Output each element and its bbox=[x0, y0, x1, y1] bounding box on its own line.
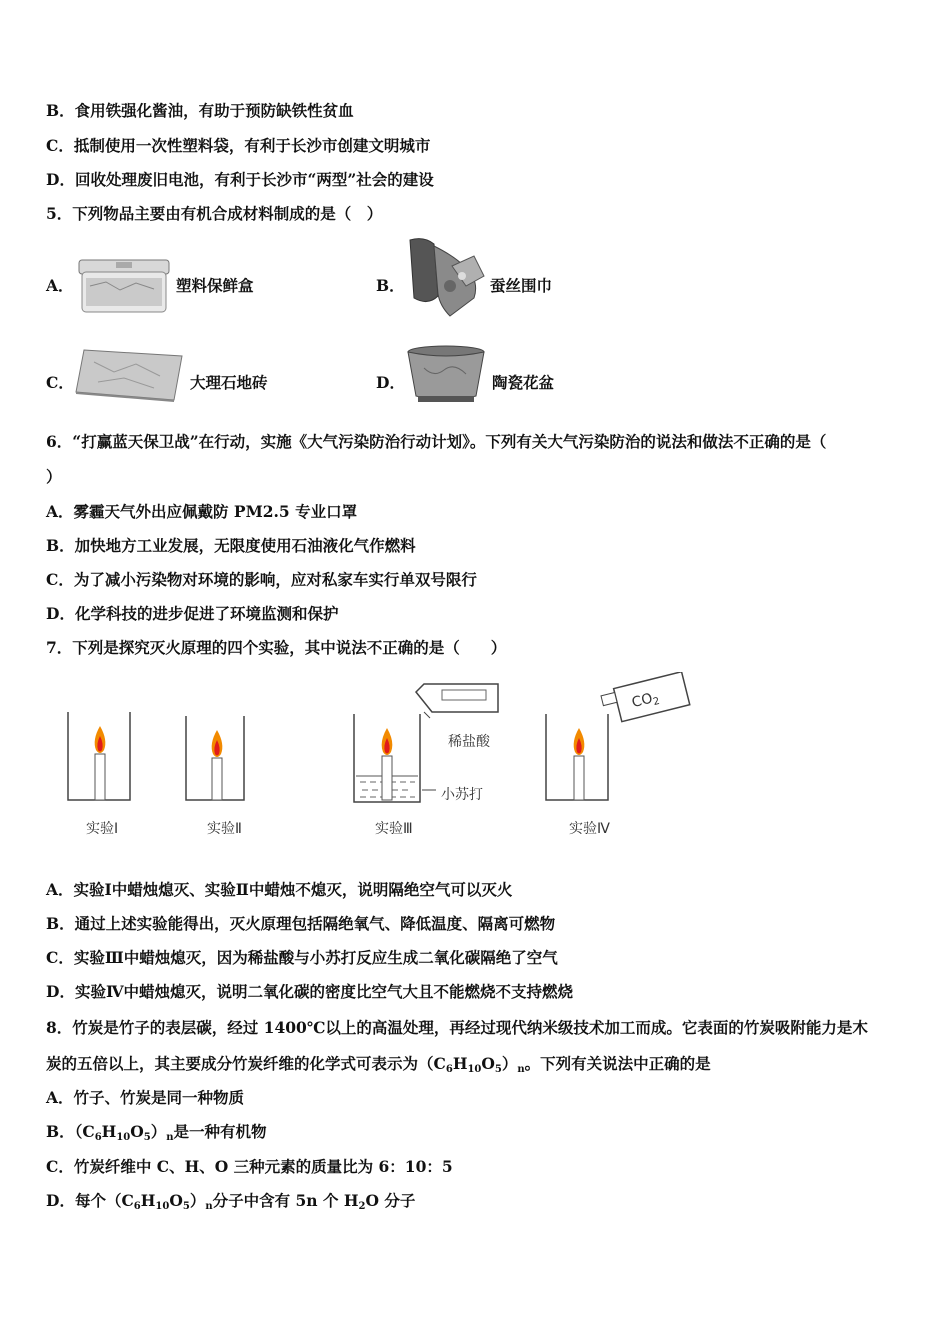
experiment-3-label: 实验Ⅲ bbox=[375, 821, 413, 837]
beaker-1 bbox=[68, 712, 130, 800]
q5-option-b-label: B． bbox=[376, 276, 405, 295]
q4-option-c: C．抵制使用一次性塑料袋，有利于长沙市创建文明城市 bbox=[46, 136, 431, 155]
q7-stem: 7．下列是探究灭火原理的四个实验，其中说法不正确的是（ ） bbox=[46, 638, 507, 657]
baking-soda-label: 小苏打 bbox=[441, 787, 483, 803]
co2-label: $CO_2$ bbox=[630, 690, 661, 712]
q8-stem-line1: 8．竹炭是竹子的表层碳，经过 1400℃以上的高温处理，再经过现代纳米级技术加工而成。它表面的竹炭吸附能力是木 bbox=[46, 1018, 868, 1037]
q5-stem: 5．下列物品主要由有机合成材料制成的是（ ） bbox=[46, 204, 383, 223]
q6-option-a: A．雾霾天气外出应佩戴防 PM2.5 专业口罩 bbox=[46, 502, 358, 521]
q5-option-b-caption: 蚕丝围巾 bbox=[490, 276, 553, 295]
marble-tile-image bbox=[74, 348, 186, 406]
dilute-hcl-label: 稀盐酸 bbox=[448, 734, 490, 750]
q6-stem-line2: ） bbox=[46, 467, 62, 486]
q8-option-d: D．每个$(C_6H_{10}O_5)_n$分子中含有 5n 个 $H_2O$ 分子 bbox=[46, 1191, 416, 1212]
q7-option-d: D．实验Ⅳ中蜡烛熄灭，说明二氧化碳的密度比空气大且不能燃烧不支持燃烧 bbox=[46, 982, 574, 1001]
experiment-2-label: 实验Ⅱ bbox=[207, 821, 242, 837]
q7-option-b: B．通过上述实验能得出，灭火原理包括隔绝氧气、降低温度、隔离可燃物 bbox=[46, 914, 556, 933]
plastic-box-image bbox=[76, 256, 172, 320]
q6-option-b: B．加快地方工业发展，无限度使用石油液化气作燃料 bbox=[46, 536, 416, 555]
q5-option-d-label: D． bbox=[376, 373, 405, 392]
q5-option-c-caption: 大理石地砖 bbox=[190, 373, 268, 392]
q7-option-c: C．实验Ⅲ中蜡烛熄灭，因为稀盐酸与小苏打反应生成二氧化碳隔绝了空气 bbox=[46, 948, 558, 967]
q6-option-d: D．化学科技的进步促进了环境监测和保护 bbox=[46, 604, 339, 623]
q5-option-a-caption: 塑料保鲜盒 bbox=[176, 276, 254, 295]
q4-option-d: D．回收处理废旧电池，有利于长沙市“两型”社会的建设 bbox=[46, 170, 434, 189]
q8-option-a: A．竹子、竹炭是同一种物质 bbox=[46, 1088, 245, 1107]
ceramic-pot-image bbox=[404, 344, 488, 410]
q5-option-a-label: A． bbox=[46, 276, 74, 295]
q5-option-c-label: C． bbox=[46, 373, 74, 392]
q6-option-c: C．为了减小污染物对环境的影响，应对私家车实行单双号限行 bbox=[46, 570, 477, 589]
beaker-2 bbox=[186, 716, 244, 800]
q8-option-c: C．竹炭纤维中 C、H、O 三种元素的质量比为 6：10：5 bbox=[46, 1157, 453, 1176]
q8-stem-line2: 炭的五倍以上，其主要成分竹炭纤维的化学式可表示为$(C_6H_{10}O_5)_n$。下列有关说法中正确的是 bbox=[46, 1054, 711, 1075]
q6-stem-line1: 6．“打赢蓝天保卫战”在行动，实施《大气污染防治行动计划》。下列有关大气污染防治的说法和做法不正确的是（ bbox=[46, 432, 827, 451]
silk-scarf-image bbox=[404, 236, 488, 324]
q7-option-a: A．实验Ⅰ中蜡烛熄灭、实验Ⅱ中蜡烛不熄灭，说明隔绝空气可以灭火 bbox=[46, 880, 513, 899]
q5-option-d-caption: 陶瓷花盆 bbox=[492, 373, 555, 392]
q8-option-b: B．$(C_6H_{10}O_5)_n$是一种有机物 bbox=[46, 1122, 267, 1143]
beaker-4 bbox=[546, 672, 690, 800]
q4-option-b: B．食用铁强化酱油，有助于预防缺铁性贫血 bbox=[46, 101, 354, 120]
experiment-4-label: 实验Ⅳ bbox=[569, 821, 610, 837]
experiment-1-label: 实验Ⅰ bbox=[86, 821, 119, 837]
